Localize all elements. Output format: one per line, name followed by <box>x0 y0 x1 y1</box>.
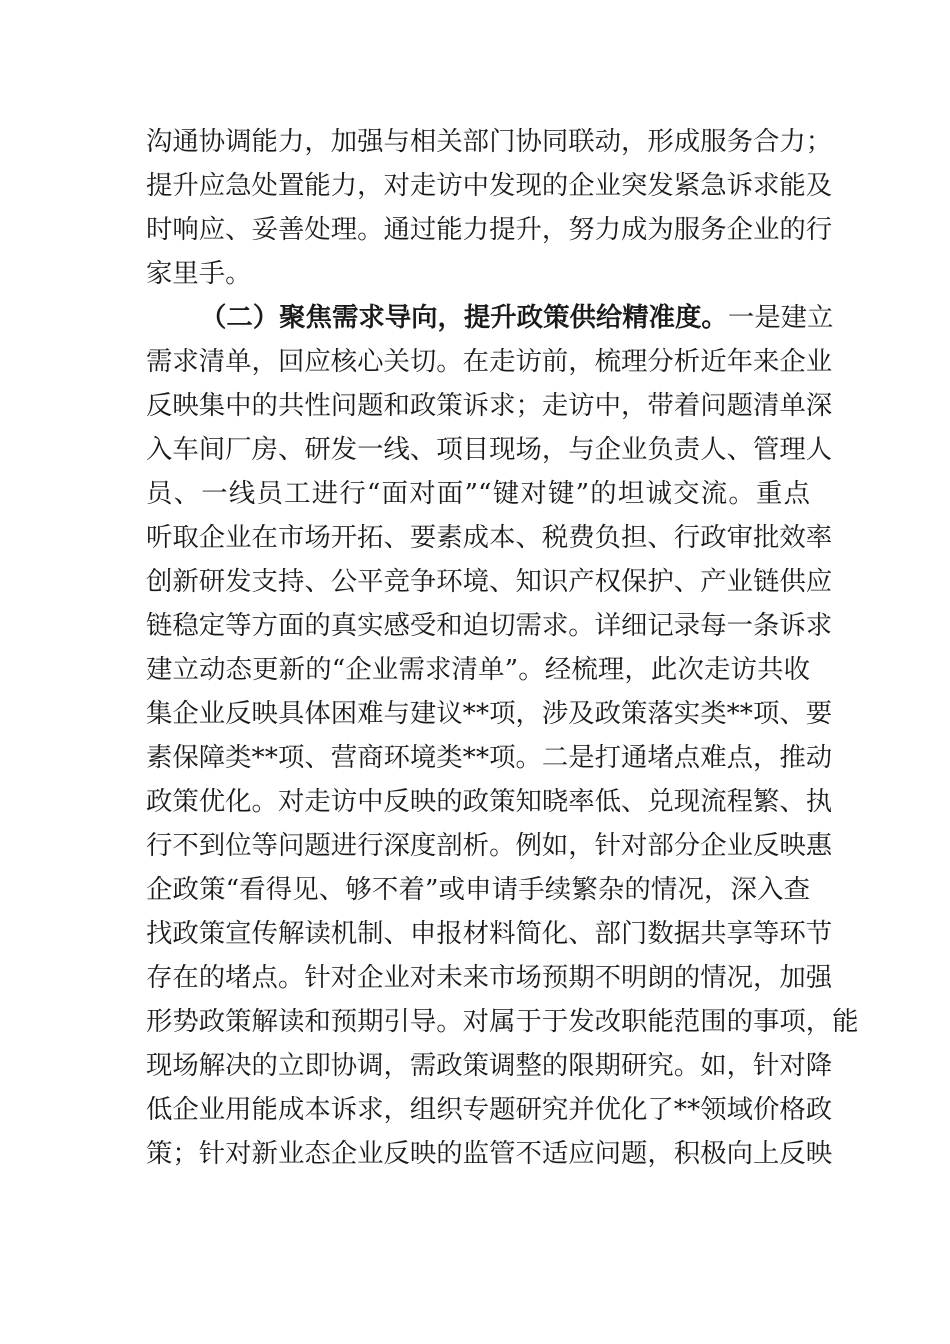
text-line: 沟通协调能力，加强与相关部门协同联动，形成服务合力； <box>146 126 833 157</box>
section-heading: （二）聚焦需求导向，提升政策供给精准度。 <box>200 302 728 333</box>
text-span: 一是建立 <box>727 302 834 333</box>
text-line: 需求清单，回应核心关切。在走访前，梳理分析近年来企业 <box>146 346 833 377</box>
text-line: 链稳定等方面的真实感受和迫切需求。详细记录每一条诉求 <box>146 610 833 641</box>
text-line: 策；针对新业态企业反映的监管不适应问题，积极向上反映 <box>146 1138 833 1169</box>
text-line: 家里手。 <box>146 258 252 289</box>
text-line: 提升应急处置能力，对走访中发现的企业突发紧急诉求能及 <box>146 170 833 201</box>
text-line: 存在的堵点。针对企业对未来市场预期不明朗的情况，加强 <box>146 962 833 993</box>
text-line: 企政策“看得见、够不着”或申请手续繁杂的情况，深入查 <box>146 874 810 905</box>
section-heading-line <box>200 298 834 338</box>
text-line: 形势政策解读和预期引导。对属于于发改职能范围的事项，能 <box>146 1006 859 1037</box>
text-line: 反映集中的共性问题和政策诉求；走访中，带着问题清单深 <box>146 390 833 421</box>
text-line: 时响应、妥善处理。通过能力提升，努力成为服务企业的行 <box>146 214 833 245</box>
text-line: 员、一线员工进行“面对面”“键对键”的坦诚交流。重点 <box>146 478 810 509</box>
text-line: 现场解决的立即协调，需政策调整的限期研究。如，针对降 <box>146 1050 833 1081</box>
text-line: 找政策宣传解读机制、申报材料简化、部门数据共享等环节 <box>146 918 833 949</box>
text-line: 创新研发支持、公平竞争环境、知识产权保护、产业链供应 <box>146 566 833 597</box>
text-line: 政策优化。对走访中反映的政策知晓率低、兑现流程繁、执 <box>146 786 833 817</box>
text-line: 低企业用能成本诉求，组织专题研究并优化了**领域价格政 <box>146 1094 833 1125</box>
text-line: 集企业反映具体困难与建议**项，涉及政策落实类**项、要 <box>146 698 833 729</box>
text-line: 入车间厂房、研发一线、项目现场，与企业负责人、管理人 <box>146 434 833 465</box>
text-line: 行不到位等问题进行深度剖析。例如，针对部分企业反映惠 <box>146 830 833 861</box>
text-line: 建立动态更新的“企业需求清单”。经梳理，此次走访共收 <box>146 654 810 685</box>
text-line: 素保障类**项、营商环境类**项。二是打通堵点难点，推动 <box>146 742 833 773</box>
text-line: 听取企业在市场开拓、要素成本、税费负担、行政审批效率 <box>146 522 833 553</box>
